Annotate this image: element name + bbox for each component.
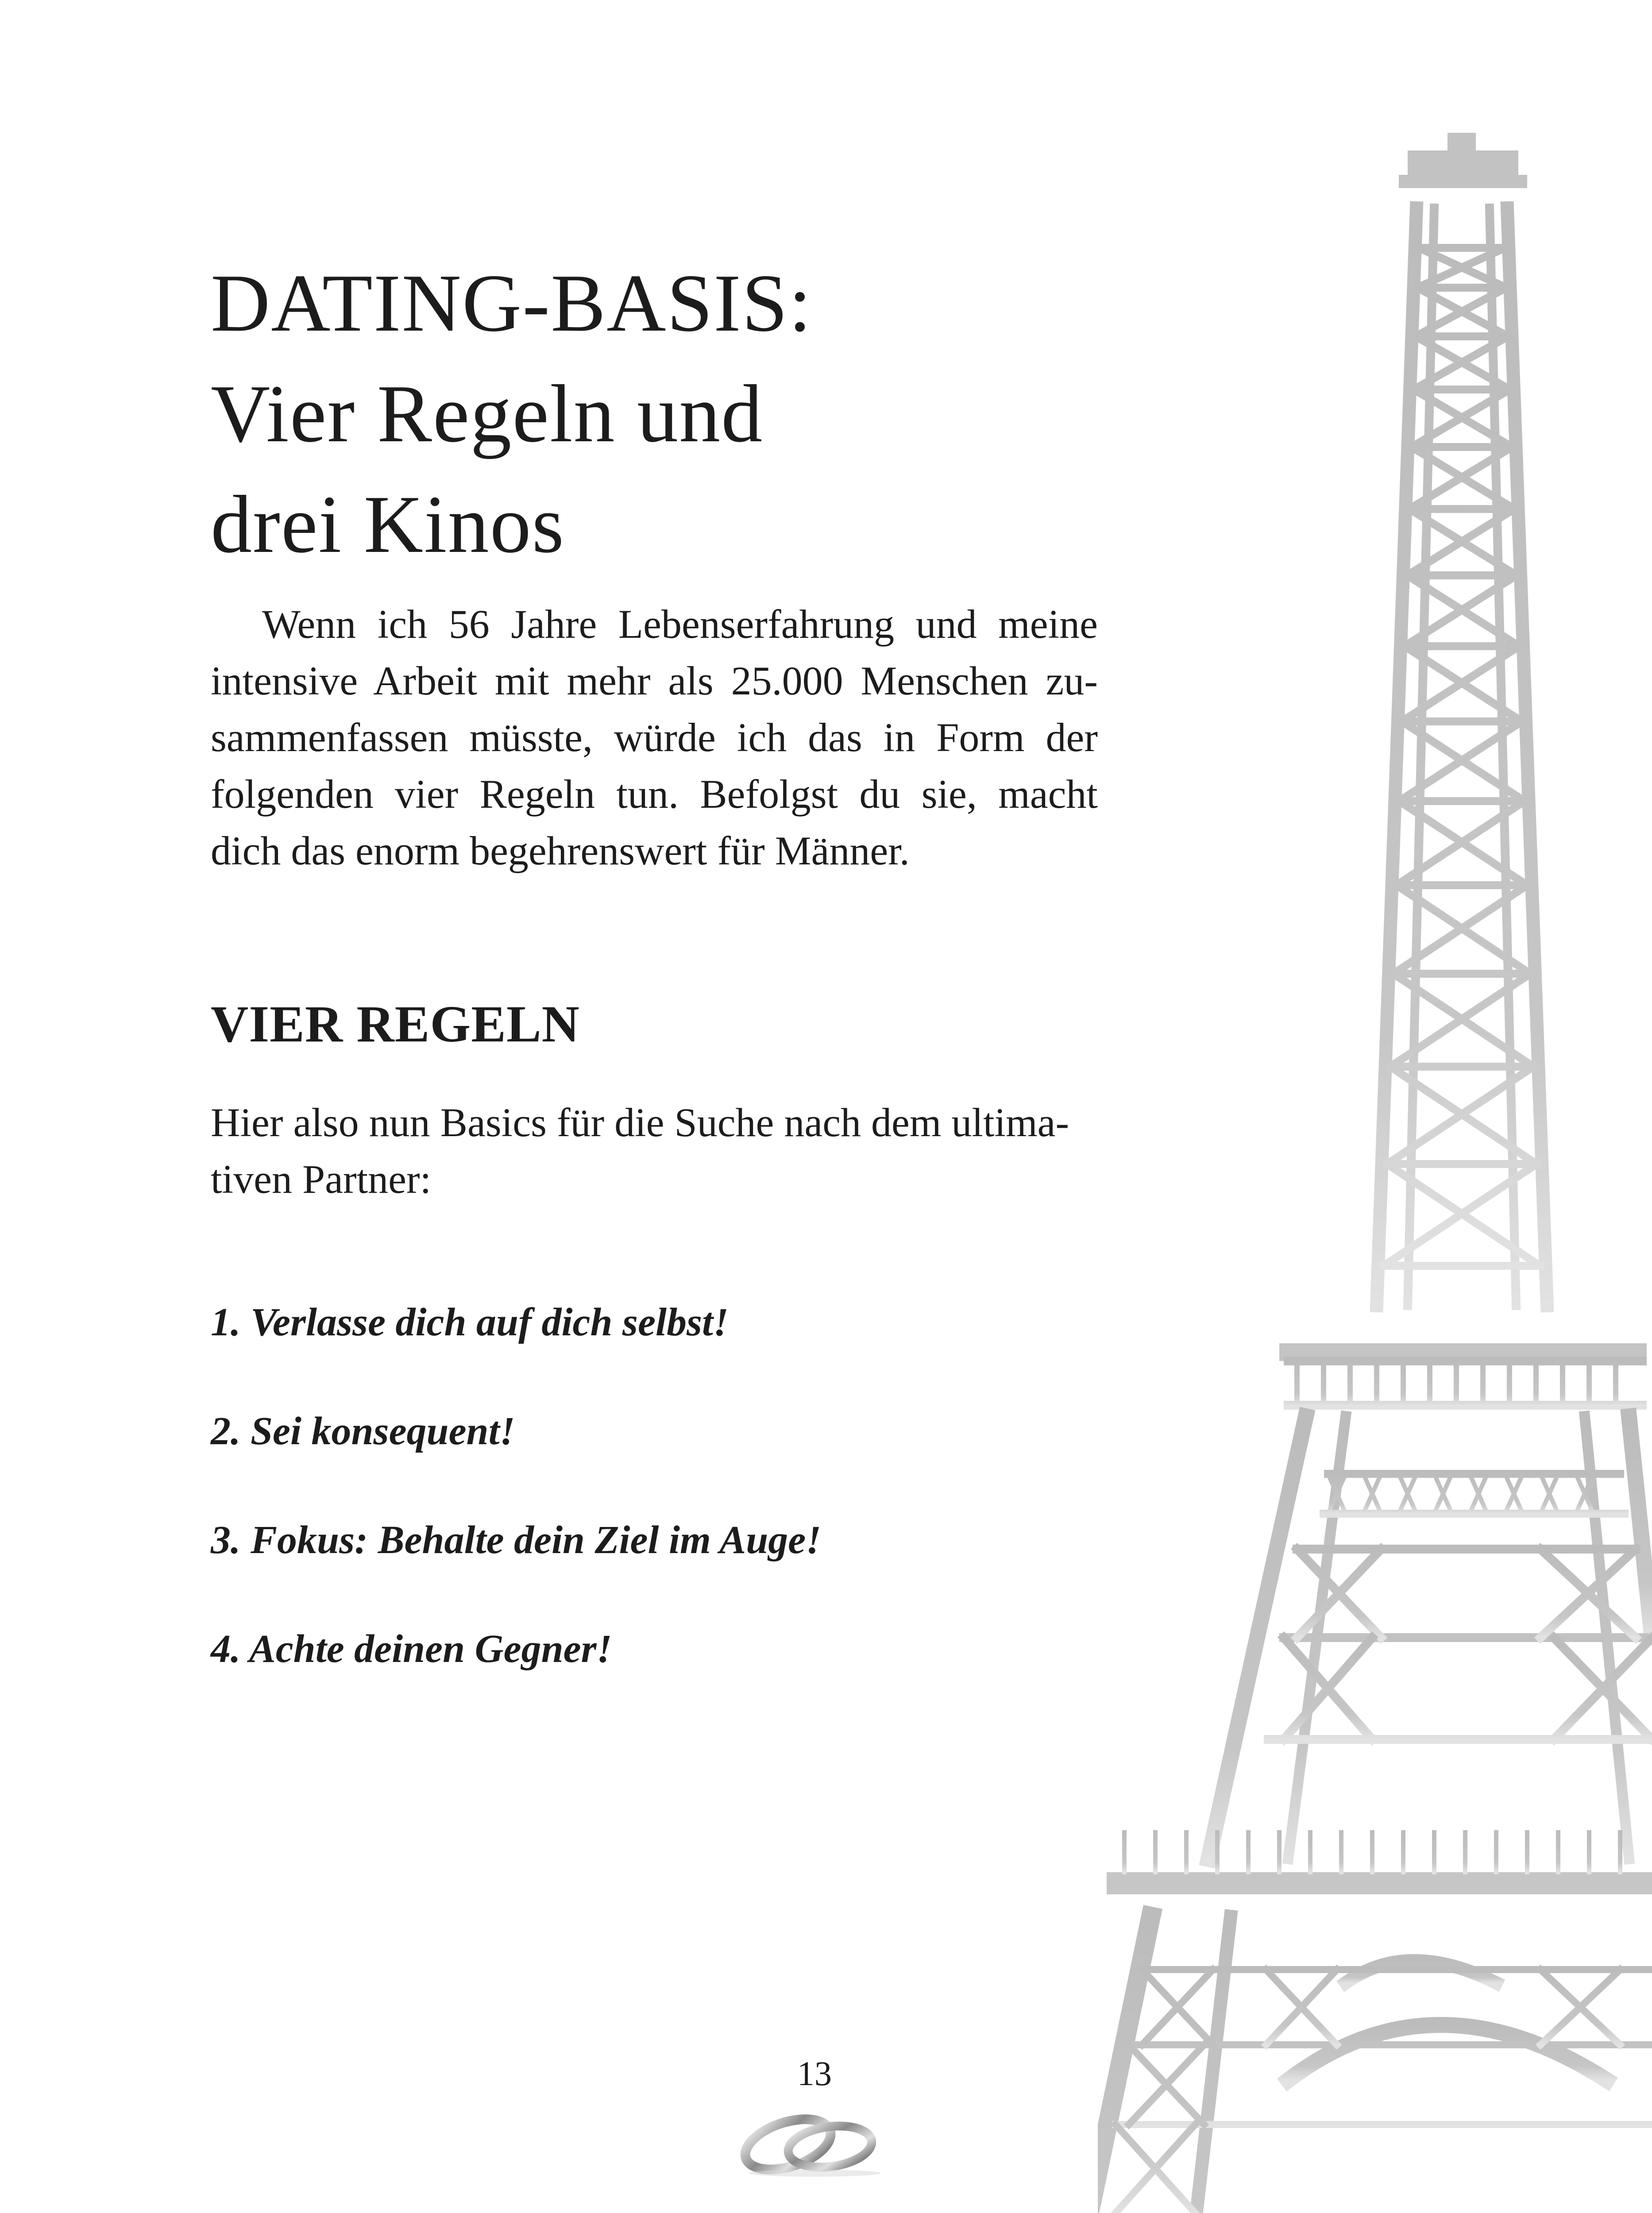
main-content bbox=[211, 248, 1098, 1731]
chapter-title bbox=[211, 248, 1098, 580]
rules-list bbox=[211, 1296, 1098, 1676]
intro-paragraph: Wenn ich 56 Jahre Lebenserfahrung und meine intensive Arbeit mit mehr als 25.000 Menschen zusammenfassen müsste, würde ich das in Form der folgenden vier Regeln tun. Befolgst du sie, macht dich das enorm begehrenswert für Männer. bbox=[211, 601, 1098, 873]
rule-item: 3. Fokus: Behalte dein Ziel im Auge! bbox=[211, 1518, 822, 1562]
rule-item: 4. Achte deinen Gegner! bbox=[211, 1627, 612, 1671]
rule-item: 1. Verlasse dich auf dich selbst! bbox=[211, 1300, 729, 1344]
wedding-rings-icon bbox=[735, 2102, 885, 2178]
chapter-title-line-2: Vier Regeln und bbox=[211, 368, 764, 459]
eiffel-tower-illustration bbox=[1098, 0, 1652, 2213]
lead-paragraph: Hier also nun Basics für die Suche nach dem ultimativen Partner: bbox=[211, 1100, 1069, 1202]
section-heading: VIER REGELN bbox=[211, 995, 580, 1053]
rule-item: 2. Sei konsequent! bbox=[211, 1409, 515, 1453]
chapter-title-line-1: DATING-BASIS: bbox=[211, 258, 813, 349]
page-number: 13 bbox=[797, 2054, 832, 2093]
chapter-title-line-3: drei Kinos bbox=[211, 479, 565, 570]
